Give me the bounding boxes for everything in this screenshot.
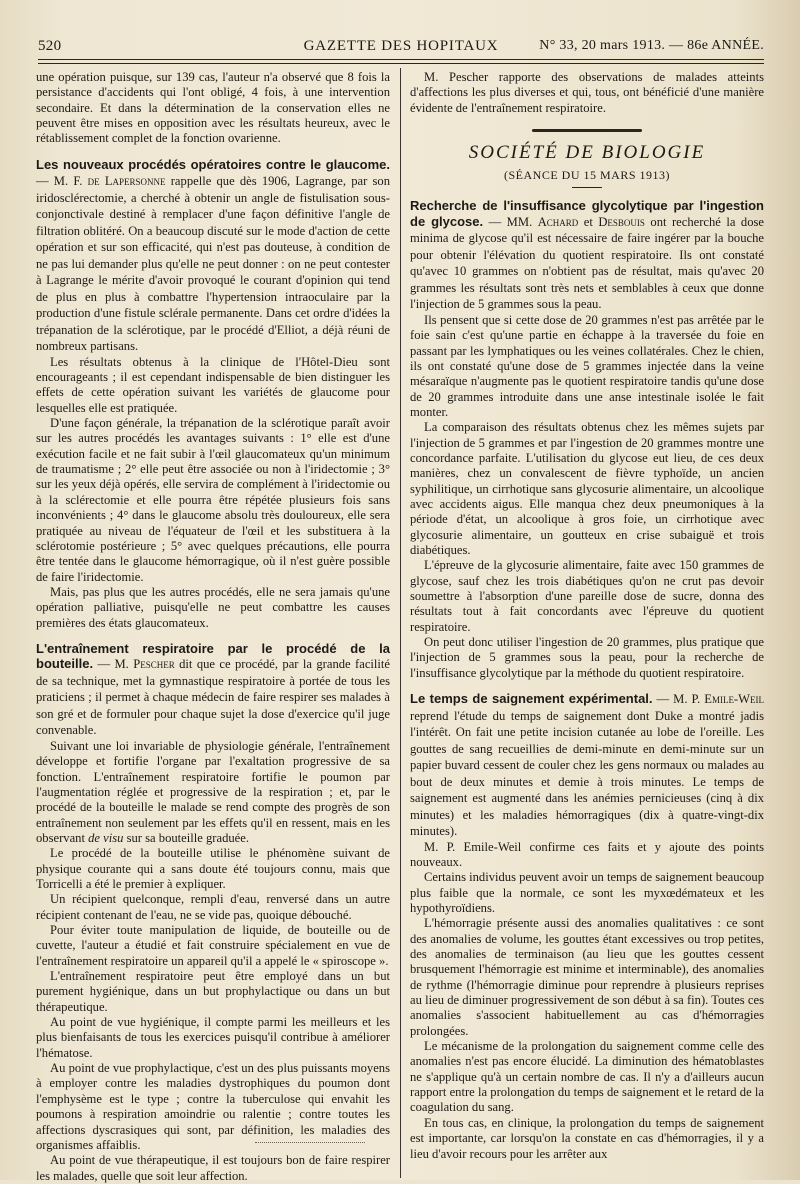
paragraph: Un récipient quelconque, rempli d'eau, renversé dans un autre récipient contenant de l'eau, ne se vide pas, quoique débouché. (36, 892, 390, 922)
paragraph (36, 739, 390, 846)
paragraph: Le mécanisme de la prolongation du saignement comme celle des anomalies n'est pas encore élucidé. La diminution des hématoblastes ne s'applique qu'à un certain nombre de cas. Il n'y a d'ailleurs aucun rapport entre la prolongation du temps de saignement et le retard de la coagulation du sang. (410, 1039, 764, 1115)
left-column (36, 70, 390, 1183)
page-header (38, 38, 764, 58)
paragraph: Au point de vue hygiénique, il compte parmi les meilleurs et les plus bienfaisants de tous les exercices puisqu'il contribue à améliorer l'hématose. (36, 1015, 390, 1060)
issue-info: N° 33, 20 mars 1913. — 86e ANNÉE. (539, 38, 764, 53)
ornament-bar (532, 129, 642, 132)
article-heading-bouteille (36, 641, 390, 739)
author-name: Desbouis (598, 214, 645, 229)
heading-lead: — M. P. (652, 692, 705, 707)
section-title: SOCIÉTÉ DE BIOLOGIE (468, 142, 706, 164)
heading-lead: et (578, 214, 599, 229)
article-heading-saignement (410, 691, 764, 840)
heading-text: ont recherché la dose minima de glycose qu'il est nécessaire de faire ingérer par la bouche pour obtenir l'élévation du quotient respiratoire. Ils ont constaté qu'avec 10 grammes on n'obtient pas de résultat, mais qu'avec 20 grammes les résultats sont très nets et semblables à ceux que donne l'injection de 5 grammes sous la peau. (410, 214, 765, 312)
article-heading-glycose (410, 198, 764, 313)
paragraph: Au point de vue thérapeutique, il est toujours bon de faire respirer les malades, quelle que soit leur affection. (36, 1153, 390, 1183)
section-subtitle: (SÉANCE DU 15 MARS 1913) (503, 168, 670, 183)
paragraph: L'entraînement respiratoire peut être employé dans un but purement hygiénique, dans un but prophylactique ou dans un but thérapeutique. (36, 969, 390, 1014)
heading-lead: — M. F. (36, 174, 88, 189)
column-divider (400, 68, 401, 1178)
paragraph: On peut donc utiliser l'ingestion de 20 grammes, plus pratique que l'injection de 5 grammes sous la peau, pour la recherche de l'insuffisance glycolytique par la méthode du quotient respiratoire. (410, 635, 764, 680)
page-number: 520 (38, 38, 62, 54)
paragraph: M. Pescher rapporte des observations de malades atteints d'affections les plus diverses et qui, tous, ont bénéficié d'une manière évidente de l'entraînement respiratoire. (410, 70, 764, 115)
heading-text: dit que ce procédé, par la grande facilité de sa technique, met la gymnastique respiratoire à portée de tous les praticiens ; il permet à chaque médecin de faire respirer ses malades à son gré et de formuler pour chaque sujet la dose d'exercice qu'il juge convenable. (36, 657, 390, 738)
paragraph: M. P. Emile-Weil confirme ces faits et y ajoute des points nouveaux. (410, 839, 764, 869)
author-name: Pescher (133, 657, 175, 672)
author-name: Emile-Weil (704, 692, 765, 707)
heading-lead: — M. (93, 657, 134, 672)
paragraph: Pour éviter toute manipulation de liquide, de bouteille ou de cuvette, l'auteur a étudié et fait construire spécialement en vue de l'entraînement respiratoire un appareil qu'il a appelé le « spiroscope ». (36, 923, 390, 968)
paragraph: Le procédé de la bouteille utilise le phénomène suivant de physique courante qui a sans doute été toujours connu, mais que Torricelli a été le premier à expliquer. (36, 846, 390, 891)
article-heading-glaucome (36, 157, 390, 355)
paragraph: D'une façon générale, la trépanation de la sclérotique paraît avoir sur les autres procédés les avantages suivants : 1° elle est d'une exécution facile et ne fait subir à l'œil glaucomateux qu'un minimum de traumatisme ; 2° elle peut être associée ou non à l'iridectomie ; 3° sur les yeux déjà opérés, elle servira de complément à l'iridectomie ou à la sclérectomie et elle pourra être répétée plusieurs fois sans inconvénients ; 4° dans le glaucome absolu très douloureux, elle sera pratiquée au niveau de l'équateur de l'œil et les substituera à la sclérotomie postérieure ; 5° avec quelques précautions, elle pourra être tentée dans le glaucome hémorragique, où il n'est guère possible de faire l'iridectomie. (36, 416, 390, 584)
author-name: de Lapersonne (87, 174, 166, 189)
heading-title: Les nouveaux procédés opératoires contre le glaucome. (36, 156, 390, 172)
paragraph: L'épreuve de la glycosurie alimentaire, faite avec 150 grammes de glycose, sauf chez les trois diabétiques qu'on ne crut pas devoir soumettre à l'absorption d'une pareille dose de sucre, donna des résultats tout à fait concordants avec l'épreuve du quotient respiratoire. (410, 558, 764, 634)
paragraph: L'hémorragie présente aussi des anomalies qualitatives : ce sont des anomalies de volume, les gouttes étant excessives ou trop petites, des anomalies de terminaison (au lieu que les gouttes cessent brusquement l'hémorragie est minime et interminable), des anomalies de rythme (l'hémorragie diminue pour reprendre à plusieurs reprises au lieu de diminuer progressivement de son début à sa fin). Toutes ces anomalies s'associent habituellement au cas d'hémorragies prolongées. (410, 916, 764, 1038)
paragraph: La comparaison des résultats obtenus chez les mêmes sujets par l'injection de 5 grammes et par l'ingestion de 20 grammes montre une concordance parfaite. L'utilisation du glycose eut lieu, de ces deux manières, chez un convalescent de fièvre typhoïde, un ancien syphilitique, un cirrhotique sans glycosurie alimentaire, un alcoolique avec accidents aigus. Elle manqua chez deux pneumoniques à la période d'état, un alcoolique à gros foie, un cirrhotique avec glycosurie alimentaire, un goutteux en crise subaiguë et trois diabétiques. (410, 420, 764, 558)
paragraph: En tous cas, en clinique, la prolongation du temps de saignement est importante, car lorsqu'on la constate en cas d'hémorragies, il y a lieu d'avoir recours pour les arrêter aux (410, 1115, 764, 1161)
paragraph: Au point de vue prophylactique, c'est un des plus puissants moyens à employer contre les maladies dystrophiques du poumon dont l'emphysème est le type ; contre la tuberculose qui envahit les poumons à respiration amoindrie ou ralentie ; contre toutes les affections dyscrasiques qui sont, par définition, les maladies des organismes affaiblis. (36, 1061, 390, 1152)
heading-lead: — MM. (483, 214, 538, 229)
paragraph: une opération puisque, sur 139 cas, l'auteur n'a observé que 8 fois la persistance d'accidents qui l'ont obligé, 4 fois, à une intervention secondaire. Et dans la détermination de la conservation elles ne peuvent être mises en opposition avec les résultats heureux, avec le rétablissement complet de la fonction ovarienne. (36, 70, 390, 146)
short-rule (572, 187, 602, 188)
right-column (410, 70, 764, 1170)
paragraph: Les résultats obtenus à la clinique de l'Hôtel-Dieu sont encourageants ; il est cependant indispensable de bien distinguer les effets de cette opération suivant les variétés de glaucome pour lesquelles elle est pratiquée. (36, 354, 390, 415)
heading-text: rappelle que dès 1906, Lagrange, par son iridosclérectomie, a cherché à obtenir un angle de fistulisation sous-conjonctivale destiné à remplacer d'une façon définitive l'angle de filtration oblitéré. On a beaucoup discuté sur le mode d'action de cette opération et sur son efficacité, qui n'est pas douteuse, à condition de ne pas lui demander plus qu'elle ne peut donner : on ne peut contester à Lagrange le mérite d'avoir provoqué le courant d'opinion qui tend de plus en plus à combattre l'hypertension intraoculaire par la production d'une fistule sclérale permanente. Dans cet ordre d'idées la trépanation de la sclérotique, par le procédé d'Elliot, a déjà réuni de nombreux partisans. (36, 174, 390, 354)
heading-title: Le temps de saignement expérimental. (410, 691, 653, 707)
italic-phrase: de visu (88, 830, 124, 845)
heading-title: L'entraînement respiratoire par le procédé de la bouteille. (36, 640, 390, 672)
heading-title: Recherche de l'insuffisance glycolytique par l'ingestion de glycose. (410, 198, 764, 229)
header-rule (38, 59, 764, 60)
paragraph: Ils pensent que si cette dose de 20 grammes n'est pas arrêtée par le foie sain c'est qu'une partie en échappe à la traversée du foie en passant par les lymphatiques ou les veines collatérales. Chez le chien, ils ont constaté qu'une dose de 5 grammes injectée dans la veine mésaraïque n'augmente pas le quotient respiratoire tandis qu'une dose de 20 grammes introduite dans une anse intestinale isolée le fait monter. (410, 312, 764, 419)
paragraph-text: sur sa bouteille graduée. (126, 830, 250, 845)
header-rule-double (38, 63, 764, 64)
paragraph: Certains individus peuvent avoir un temps de saignement beaucoup plus faible que la normale, ce sont les myxœdémateux et les hypothyroïdiens. (410, 870, 764, 915)
section-ornament (410, 122, 764, 132)
paragraph: Mais, pas plus que les autres procédés, elle ne sera jamais qu'une opération palliative, puisqu'elle ne peut combattre les causes premières des états glaucomateux. (36, 584, 390, 630)
footer-ornament (255, 1142, 365, 1143)
heading-text: reprend l'étude du temps de saignement dont Duke a montré jadis l'intérêt. On fait une petite incision cutanée au lobe de l'oreille. Les gouttes de sang recueillies de demi-minute en demi-minute sur un papier buvard cessent de couler chez les gens normaux ou malades au bout de deux minutes et demie à trois minutes. Le temps de saignement est augmenté dans les anémies pernicieuses (cinq à dix minutes) et les maladies hémorragiques (dix à quatre-vingt-dix minutes). (410, 708, 764, 839)
author-name: Achard (537, 214, 579, 229)
paragraph-text: Suivant une loi invariable de physiologie générale, l'entraînement développe et fortifie l'organe par l'exaltation progressive de sa fonction. L'entraînement respiratoire fortifie le poumon par l'augmentation réglée et progressive de la respiration ; et, par le procédé de la bouteille le malade se rend compte des progrès de son entraînement non seulement par les effets qu'il en ressent, mais en les observant (36, 738, 390, 845)
journal-title: GAZETTE DES HOPITAUX (303, 38, 499, 54)
